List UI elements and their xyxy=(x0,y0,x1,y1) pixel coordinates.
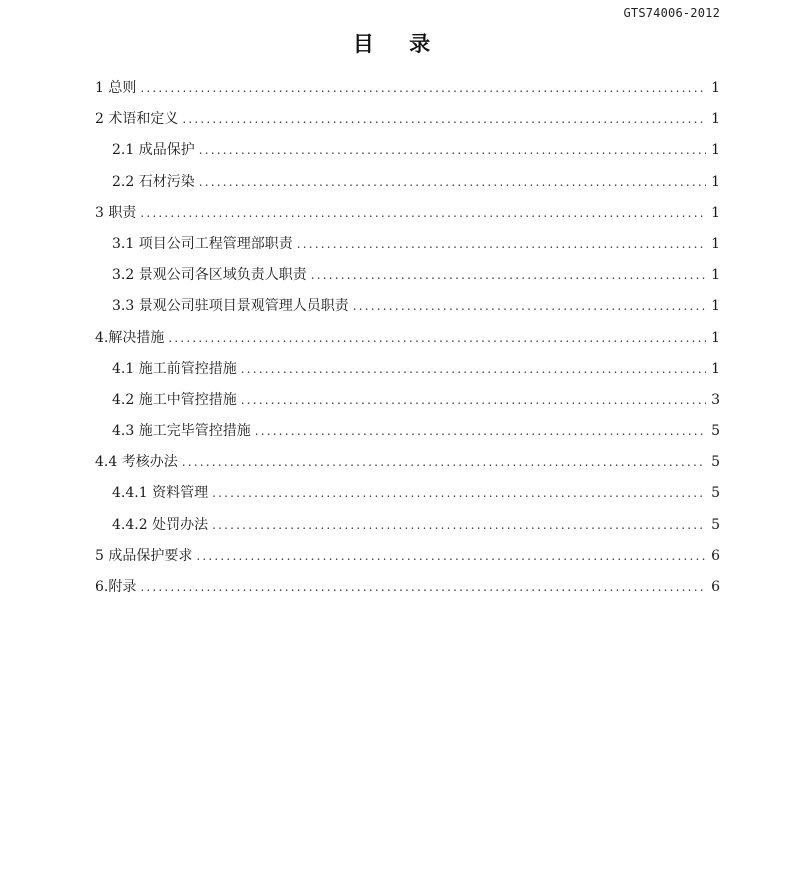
toc-dot-leader xyxy=(140,78,706,98)
toc-dot-leader xyxy=(199,140,706,160)
toc-dot-leader xyxy=(182,109,706,129)
toc-entry[interactable] xyxy=(95,515,720,546)
toc-entry-page-number: 1 xyxy=(711,298,720,315)
toc-entry-label: 4.4 考核办法 xyxy=(95,454,178,471)
toc-entry[interactable] xyxy=(95,265,720,296)
toc-entry-page-number: 1 xyxy=(711,80,720,96)
toc-entry-page-number: 1 xyxy=(711,329,720,346)
toc-entry-page-number: 5 xyxy=(711,454,720,471)
toc-entry[interactable] xyxy=(95,140,720,171)
toc-entry-label: 1 总则 xyxy=(95,80,137,96)
toc-entry-label: 2.1 成品保护 xyxy=(112,142,195,159)
toc-entry[interactable] xyxy=(95,172,720,203)
toc-dot-leader xyxy=(140,577,706,597)
toc-entry[interactable] xyxy=(95,234,720,265)
toc-dot-leader xyxy=(199,172,706,192)
toc-entry-label: 2 术语和定义 xyxy=(95,111,179,128)
toc-entry-page-number: 5 xyxy=(711,423,720,440)
toc-dot-leader xyxy=(297,234,706,254)
toc-entry[interactable] xyxy=(95,359,720,390)
toc-entry-page-number: 1 xyxy=(711,111,720,128)
toc-entry-page-number: 1 xyxy=(711,204,720,221)
toc-dot-leader xyxy=(212,483,706,503)
toc-entry-label: 5 成品保护要求 xyxy=(95,547,193,564)
toc-entry-label: 4.2 施工中管控措施 xyxy=(112,391,237,408)
toc-entry-page-number: 1 xyxy=(711,235,720,252)
toc-entry-label: 3.1 项目公司工程管理部职责 xyxy=(112,235,293,252)
toc-entry[interactable] xyxy=(95,577,720,608)
toc-entry-label: 3.3 景观公司驻项目景观管理人员职责 xyxy=(112,298,349,315)
toc-entry-label: 4.3 施工完毕管控措施 xyxy=(112,423,251,440)
toc-entry-page-number: 3 xyxy=(711,391,720,408)
toc-entry-page-number: 1 xyxy=(711,173,720,190)
toc-entry-page-number: 6 xyxy=(711,579,720,595)
toc-title: 目 录 xyxy=(352,32,445,56)
toc-entry-label: 2.2 石材污染 xyxy=(112,173,195,190)
toc-dot-leader xyxy=(168,328,706,348)
toc-entry[interactable] xyxy=(95,296,720,327)
toc-entry-label: 6.附录 xyxy=(95,579,137,595)
toc-dot-leader xyxy=(241,359,706,379)
toc-dot-leader xyxy=(212,515,706,535)
toc-dot-leader xyxy=(196,546,706,566)
toc-entry-page-number: 6 xyxy=(711,547,720,564)
toc-entry-label: 4.1 施工前管控措施 xyxy=(112,360,237,377)
toc-entry-label: 4.4.2 处罚办法 xyxy=(112,516,209,533)
toc-entry[interactable] xyxy=(95,328,720,359)
toc-entry[interactable] xyxy=(95,203,720,234)
toc-list xyxy=(95,78,720,608)
toc-entry-label: 4.解决措施 xyxy=(95,329,165,346)
toc-entry-page-number: 5 xyxy=(711,485,720,502)
toc-entry-page-number: 1 xyxy=(711,267,720,284)
toc-entry-label: 4.4.1 资料管理 xyxy=(112,485,209,502)
toc-entry[interactable] xyxy=(95,546,720,577)
toc-entry[interactable] xyxy=(95,483,720,514)
toc-entry[interactable] xyxy=(95,421,720,452)
toc-entry[interactable] xyxy=(95,109,720,140)
toc-dot-leader xyxy=(182,452,706,472)
document-code: GTS74006-2012 xyxy=(623,6,720,20)
toc-dot-leader xyxy=(311,265,706,285)
toc-dot-leader xyxy=(255,421,706,441)
toc-entry-page-number: 1 xyxy=(711,360,720,377)
toc-entry[interactable] xyxy=(95,78,720,109)
toc-entry-page-number: 1 xyxy=(711,142,720,159)
toc-entry-label: 3.2 景观公司各区域负责人职责 xyxy=(112,267,307,284)
toc-dot-leader xyxy=(140,203,706,223)
toc-dot-leader xyxy=(241,390,706,410)
toc-entry[interactable] xyxy=(95,452,720,483)
toc-entry-page-number: 5 xyxy=(711,516,720,533)
toc-entry-label: 3 职责 xyxy=(95,204,137,221)
toc-entry[interactable] xyxy=(95,390,720,421)
toc-dot-leader xyxy=(353,296,706,316)
